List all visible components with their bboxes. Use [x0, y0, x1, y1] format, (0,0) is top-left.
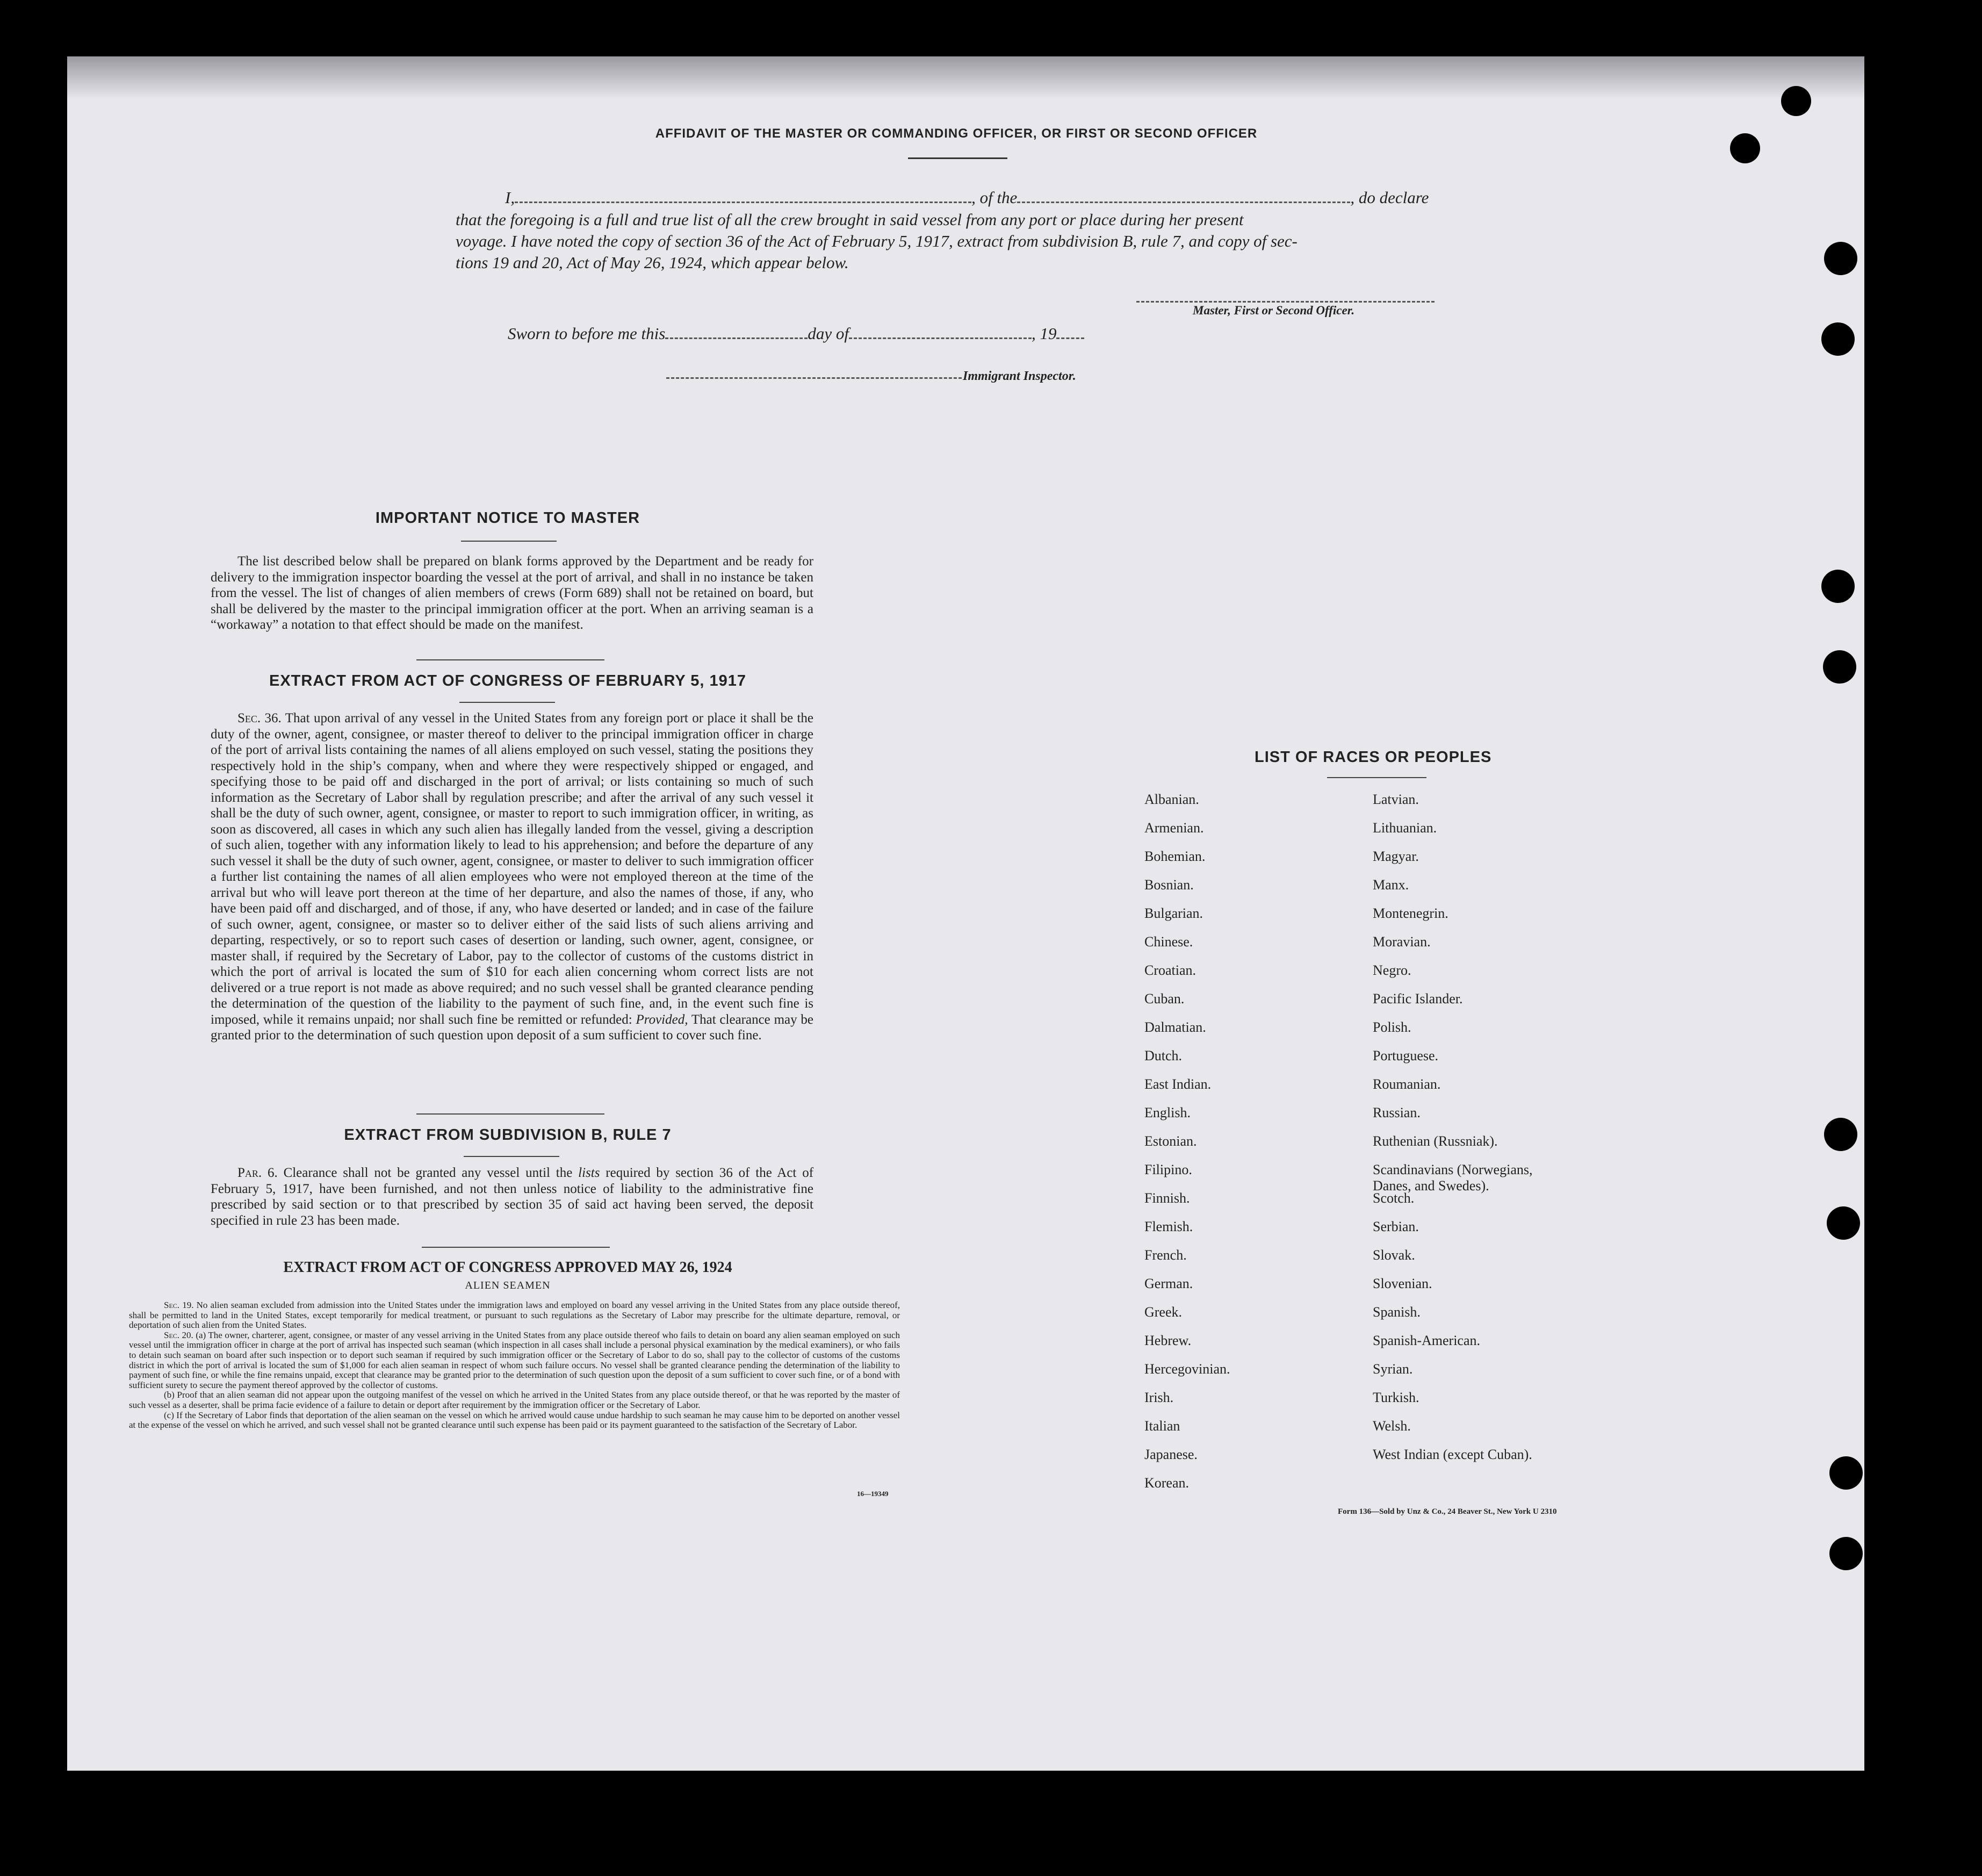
race-item: Croatian.	[1144, 962, 1197, 978]
par-6-label: Par. 6.	[237, 1166, 278, 1180]
form-footer: Form 136—Sold by Unz & Co., 24 Beaver St., New York U 2310	[1338, 1507, 1557, 1516]
race-item: French.	[1144, 1247, 1187, 1263]
sworn-year: , 19	[1031, 324, 1057, 343]
races-right-column	[1373, 792, 1609, 1501]
races-left-column	[1144, 792, 1349, 1501]
inspector-line	[666, 377, 962, 379]
notice-end-rule	[416, 659, 604, 660]
lists-word: lists	[578, 1166, 600, 1180]
race-item: Filipino.	[1144, 1162, 1192, 1177]
races-title-rule	[1327, 777, 1426, 778]
alien-seamen-subtitle: ALIEN SEAMEN	[465, 1280, 551, 1291]
sec-19-text: No alien seaman excluded from admission into the United States under the immigration laws and employed on board any vessel arriving in the United States from any place outside thereof, shall be permitted to land in the United States, except temporarily for medical treatment, or pursuant to such regulations as the Secretary of Labor may prescribe for the ultimate departure, removal, or deportation of such alien from the United States.	[129, 1300, 900, 1331]
race-item: Italian	[1144, 1418, 1180, 1434]
affidavit-i: I,	[505, 188, 515, 207]
section-36-label: Sec. 36.	[237, 711, 282, 725]
race-item: Welsh.	[1373, 1418, 1411, 1434]
notice-text: The list described below shall be prepared on blank forms approved by the Department and be ready for delivery to the immigration inspector boarding the vessel at the port of arrival, and shall in no instance be taken from the vessel. The list of changes of alien members of crews (Form 689) shall not be retained on board, but shall be delivered by the master to the principal immigration officer at the port. When an arriving seaman is a “workaway” a notation to that effect should be made on the manifest.	[211, 554, 813, 632]
sworn-year-blank	[1056, 325, 1084, 339]
sworn-line	[508, 322, 1084, 344]
race-item: Manx.	[1373, 877, 1409, 893]
race-item: Dutch.	[1144, 1048, 1183, 1063]
race-item: Finnish.	[1144, 1190, 1190, 1206]
sec-20-label: Sec. 20.	[164, 1329, 193, 1340]
race-item: Latvian.	[1373, 792, 1419, 807]
punch-hole	[1781, 86, 1811, 116]
race-item: Spanish-American.	[1373, 1333, 1481, 1348]
sworn-prefix: Sworn to before me this	[508, 324, 666, 343]
sec-20c: (c) If the Secretary of Labor finds that deportation of the alien seaman on the vessel on which he arrived would cause undue hardship to such seaman he may cause him to be deported on another vessel at the expense of the vessel on which he arrived, and such vessel shall not be granted clearance until such expense has been paid or its payment guaranteed to the satisfaction of the Secretary of Labor.	[129, 1410, 900, 1431]
proviso-text: That clearance may be granted prior to the determination of such question upon deposit of a sum sufficient to cover such fine.	[211, 1012, 813, 1043]
race-item: Cuban.	[1144, 991, 1185, 1007]
race-item: German.	[1144, 1276, 1193, 1291]
affidavit-of-the: , of the	[971, 188, 1018, 207]
race-item: Spanish.	[1373, 1304, 1421, 1320]
extract-1924-text	[129, 1300, 900, 1431]
race-item: Roumanian.	[1373, 1076, 1441, 1092]
race-item: Bohemian.	[1144, 849, 1206, 864]
affidavit-title: AFFIDAVIT OF THE MASTER OR COMMANDING OFFICER, OR FIRST OR SECOND OFFICER	[655, 126, 1258, 141]
extract-1917-end-rule	[416, 1113, 604, 1115]
affidavit-line-2: that the foregoing is a full and true list of all the crew brought in said vessel from any port or place during her present	[456, 210, 1244, 229]
race-item: English.	[1144, 1105, 1191, 1120]
race-item: Turkish.	[1373, 1390, 1419, 1405]
race-item: Portuguese.	[1373, 1048, 1439, 1063]
affidavit-line-1	[505, 186, 1467, 209]
race-item: Lithuanian.	[1373, 820, 1437, 836]
race-item: Armenian.	[1144, 820, 1204, 836]
race-item: Scotch.	[1373, 1190, 1415, 1206]
race-item: Slovenian.	[1373, 1276, 1432, 1291]
rule7-title: EXTRACT FROM SUBDIVISION B, RULE 7	[344, 1126, 672, 1144]
print-code: 16—19349	[857, 1490, 889, 1498]
rule7-text-after: required by section 36 of the Act of February 5, 1917, have been furnished, and not then unless notice of liability to the administrative fine prescribed by said section or to that prescribed by section 35 of said act having been served, the deposit specified in rule 23 has been made.	[211, 1166, 814, 1228]
race-item: Ruthenian (Russniak).	[1373, 1133, 1498, 1149]
race-item: Bosnian.	[1144, 877, 1194, 893]
race-item: Montenegrin.	[1373, 905, 1448, 921]
sworn-day-blank	[665, 325, 808, 339]
race-item: Serbian.	[1373, 1219, 1419, 1234]
race-item: Hebrew.	[1144, 1333, 1192, 1348]
race-item: Polish.	[1373, 1019, 1411, 1035]
section-36-text: That upon arrival of any vessel in the United States from any foreign port or place it shall be the duty of the owner, agent, consignee, or master thereof to deliver to the principal immigration officer in charge of the port of arrival lists containing the names of all aliens employed on such vessel, stating the positions they respectively hold in the ship’s company, when and where they were respectively shipped or engaged, and specifying those to be paid off and discharged in the port of arrival; or lists containing so much of such information as the Secretary of Labor shall by regulation prescribe; and after the arrival of any such vessel it shall be the duty of such owner, agent, consignee, or master to report to such immigration officer, in writing, as soon as discovered, all cases in which any such alien has illegally landed from the vessel, giving a description of such alien, together with any information likely to lead to his apprehension; and before the departure of any such vessel it shall be the duty of such owner, agent, consignee, or master to deliver to such immigration officer a further list containing the names of all alien employees who were not employed thereon at the time of the arrival but who will leave port thereon at the time of her departure, and also the names of those, if any, who have been paid off and discharged, and of those, if any, who have deserted or landed; and in case of the failure of such owner, agent, consignee, or master so to deliver either of the said lists of such aliens arriving and departing, respectively, or so to report such cases of desertion or landing, such owner, agent, consignee, or master shall, if required by the Secretary of Labor, pay to the collector of customs of the customs district in which the port of arrival is located the sum of $10 for each alien concerning whom correct lists are not delivered or a true report is not made as above required; and no such vessel shall be granted clearance pending the determination of the question of the liability to the payment of such fine, and, in the event such fine is imposed, while it remains unpaid; nor shall such fine be remitted or refunded:	[211, 711, 814, 1027]
name-blank	[515, 189, 971, 203]
extract-1917-title-rule	[459, 702, 555, 703]
affidavit-declare: , do declare	[1350, 188, 1429, 207]
punch-hole	[1823, 650, 1856, 684]
race-item: Estonian.	[1144, 1133, 1197, 1149]
affidavit-line-3: voyage. I have noted the copy of section 36 of the Act of February 5, 1917, extract from subdivision B, rule 7, and copy of sec-	[456, 232, 1298, 250]
race-item: Albanian.	[1144, 792, 1199, 807]
vessel-blank	[1017, 189, 1350, 203]
sworn-day-of: day of	[808, 324, 849, 343]
punch-hole	[1824, 242, 1857, 275]
race-item: Bulgarian.	[1144, 905, 1203, 921]
race-item: Russian.	[1373, 1105, 1421, 1120]
sec-20a-text: (a) The owner, charterer, agent, consignee, or master of any vessel arriving in the United States from any place outside thereof who fails to detain on board any alien seaman employed on such vessel until the immigration officer in charge at the port of arrival has inspected such seaman (which inspection in all cases shall include a personal physical examination by the medical examiners), or who fails to detain such seaman on board after such inspection or to deport such seaman if required by such immigration officer or the Secretary of Labor to do so, shall pay to the collector of customs of the customs district in which the port of arrival is located the sum of $1,000 for each alien seaman in respect of whom such failure occurs. No vessel shall be granted clearance pending the determination of the liability to payment of such fine, or while the fine remains unpaid, except that clearance may be granted prior to the determination of such question upon the deposit of a sum sufficient to cover such fine, or of a bond with sufficient surety to secure the payment thereof approved by the collector of customs.	[129, 1329, 900, 1390]
races-title: LIST OF RACES OR PEOPLES	[1255, 749, 1492, 766]
punch-hole	[1824, 1118, 1857, 1151]
punch-hole	[1730, 133, 1760, 163]
race-item: Irish.	[1144, 1390, 1174, 1405]
race-item: East Indian.	[1144, 1076, 1212, 1092]
inspector-label: Immigrant Inspector.	[963, 369, 1076, 383]
race-item: West Indian (except Cuban).	[1373, 1447, 1532, 1462]
race-item: Japanese.	[1144, 1447, 1198, 1462]
sec-20b: (b) Proof that an alien seaman did not appear upon the outgoing manifest of the vessel on which he arrived in the United States from any place outside thereof, or that he was reported by the master of such vessel as a deserter, shall be prima facie evidence of a failure to detain or deport after requirement by the immigration officer or the Secretary of Labor.	[129, 1390, 900, 1410]
race-item: Scandinavians (Norwegians, Danes, and Swedes).	[1373, 1162, 1533, 1194]
race-item: Syrian.	[1373, 1361, 1413, 1377]
rule7-end-rule	[422, 1247, 610, 1248]
sec-19-label: Sec. 19.	[164, 1300, 194, 1310]
rule7-text	[211, 1165, 813, 1228]
punch-hole	[1829, 1456, 1863, 1490]
rule7-title-rule	[464, 1156, 559, 1157]
page-top-shadow	[67, 56, 1864, 99]
punch-hole	[1827, 1206, 1860, 1240]
signature-label: Master, First or Second Officer.	[1193, 304, 1355, 317]
race-item: Hercegovinian.	[1144, 1361, 1230, 1377]
affidavit-title-rule	[908, 157, 1007, 159]
race-item: Moravian.	[1373, 934, 1431, 950]
race-item: Negro.	[1373, 962, 1411, 978]
race-item: Korean.	[1144, 1475, 1190, 1491]
race-item: Greek.	[1144, 1304, 1183, 1320]
sec-19	[129, 1300, 900, 1331]
punch-hole	[1821, 570, 1855, 603]
rule7-text-before: Clearance shall not be granted any vessel until the	[283, 1166, 573, 1180]
race-item: Slovak.	[1373, 1247, 1415, 1263]
extract-1924-title: EXTRACT FROM ACT OF CONGRESS APPROVED MAY 26, 1924	[283, 1259, 732, 1276]
race-item: Chinese.	[1144, 934, 1193, 950]
affidavit-line-4: tions 19 and 20, Act of May 26, 1924, which appear below.	[456, 253, 849, 272]
race-item: Flemish.	[1144, 1219, 1193, 1234]
notice-title: IMPORTANT NOTICE TO MASTER	[375, 509, 640, 527]
race-item: Magyar.	[1373, 849, 1419, 864]
extract-1917-text	[211, 710, 813, 1044]
provided-label: Provided,	[636, 1012, 688, 1027]
notice-title-rule	[461, 541, 557, 542]
race-item: Pacific Islander.	[1373, 991, 1463, 1007]
punch-hole	[1821, 322, 1855, 356]
extract-1917-title: EXTRACT FROM ACT OF CONGRESS OF FEBRUARY 5, 1917	[269, 672, 747, 689]
sec-20a	[129, 1331, 900, 1391]
race-item: Dalmatian.	[1144, 1019, 1206, 1035]
punch-hole	[1829, 1537, 1863, 1570]
sworn-month-blank	[849, 325, 1032, 339]
